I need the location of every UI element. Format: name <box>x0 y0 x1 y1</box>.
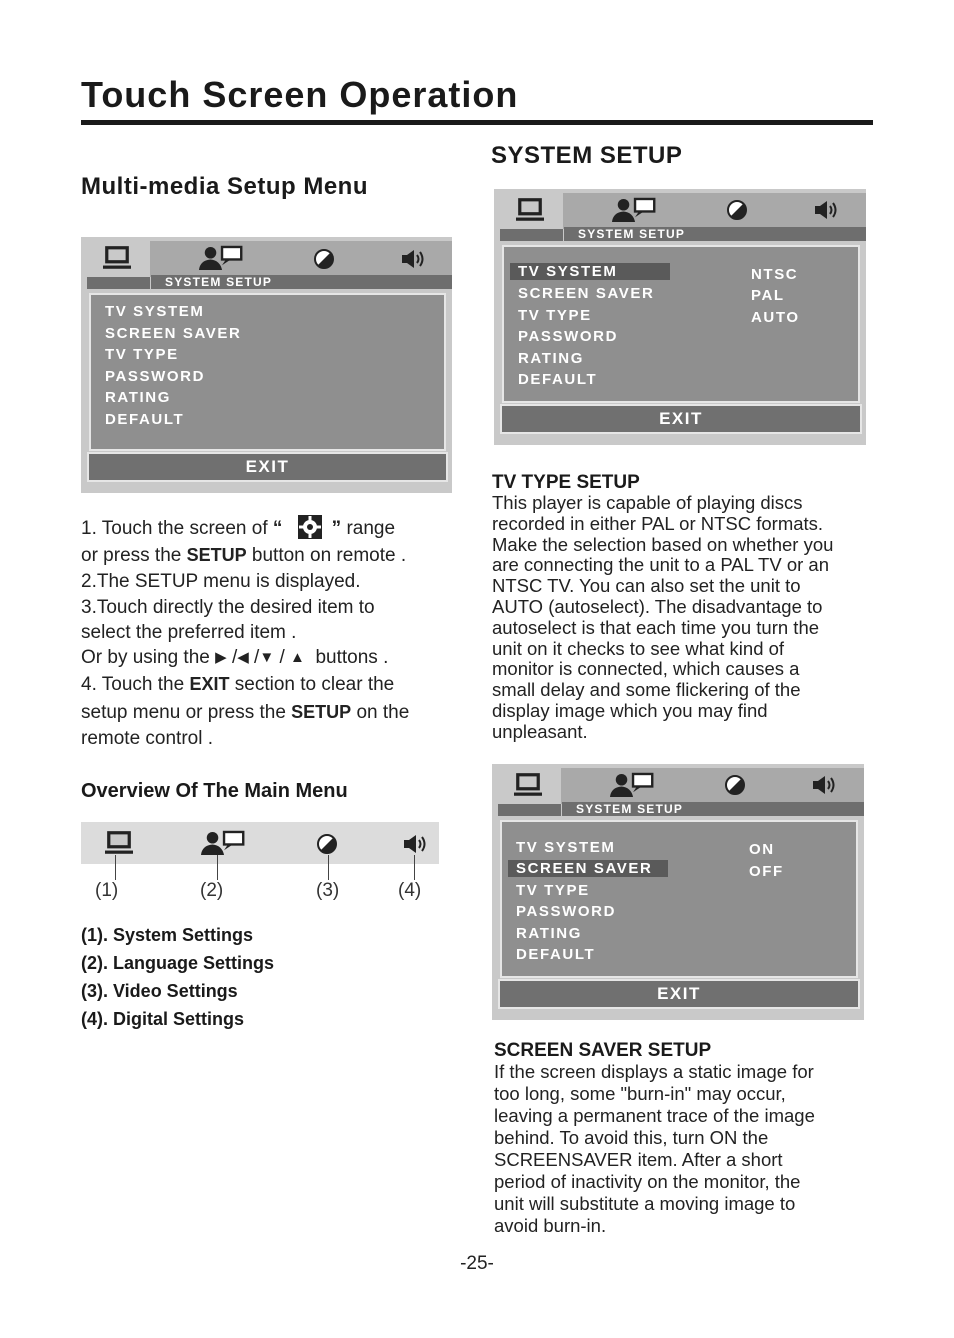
monitor-icon[interactable] <box>514 772 542 798</box>
callout-line-3 <box>328 855 329 880</box>
digital-settings-icon <box>403 833 429 855</box>
menu-item-rating[interactable]: RATING <box>518 350 584 367</box>
callout-1: (1) <box>95 880 119 901</box>
menu-left-strip <box>500 229 563 241</box>
video-settings-icon <box>316 833 338 855</box>
page-number: -25- <box>460 1253 494 1274</box>
overview-heading: Overview Of The Main Menu <box>81 780 348 802</box>
menu-item-tv-system-selected[interactable]: TV SYSTEM <box>510 263 670 280</box>
menu-item-default[interactable]: DEFAULT <box>105 411 185 428</box>
left-arrow-icon: ◀ <box>237 649 249 666</box>
menu-panel <box>500 820 858 978</box>
legend-item: (4). Digital Settings <box>81 1009 245 1029</box>
speaker-icon[interactable] <box>814 199 840 221</box>
monitor-icon[interactable] <box>103 245 131 271</box>
menu-item-tv-type[interactable]: TV TYPE <box>105 346 179 363</box>
legend-item: (2). Language Settings <box>81 953 275 973</box>
menu-header-strip: SYSTEM SETUP <box>564 227 866 241</box>
menu-header-strip: SYSTEM SETUP <box>562 802 864 816</box>
monitor-icon[interactable] <box>516 197 544 223</box>
page-title: Touch Screen Operation <box>81 74 519 115</box>
option-auto[interactable]: AUTO <box>751 309 800 326</box>
menu-item-tv-system[interactable]: TV SYSTEM <box>516 839 616 856</box>
step-3-line-2: select the preferred item . <box>81 622 297 643</box>
menu-item-tv-system[interactable]: TV SYSTEM <box>105 303 205 320</box>
menu-item-rating[interactable]: RATING <box>516 925 582 942</box>
menu-left-strip <box>498 804 561 816</box>
screen-saver-setup-text: If the screen displays a static image for too long, some "burn-in" may occur, leaving a permanent trace of the image behind. To avoid this, turn ON the SCREENSAVER item. After a short period of inactivity on the monitor, the unit will substitute a moving image to avoid burn-in. <box>494 1061 815 1236</box>
menu-item-default[interactable]: DEFAULT <box>518 371 598 388</box>
system-settings-icon <box>105 830 133 856</box>
callout-3: (3) <box>316 880 340 901</box>
step-4-line-2: setup menu or press the SETUP on the <box>81 702 410 723</box>
option-ntsc[interactable]: NTSC <box>751 266 799 283</box>
menu-item-screen-saver[interactable]: SCREEN SAVER <box>105 325 242 342</box>
option-off[interactable]: OFF <box>749 863 784 880</box>
language-settings-icon <box>201 830 249 857</box>
menu-item-screen-saver-selected[interactable]: SCREEN SAVER <box>508 860 668 877</box>
option-on[interactable]: ON <box>749 841 775 858</box>
step-2: 2.The SETUP menu is displayed. <box>81 571 361 592</box>
system-setup-menu-screen-saver <box>492 764 864 1020</box>
callout-line-1 <box>115 855 116 880</box>
tv-type-setup-heading: TV TYPE SETUP <box>492 472 640 493</box>
up-arrow-icon: ▲ <box>290 649 305 666</box>
menu-panel <box>502 245 860 403</box>
screen-saver-setup-heading: SCREEN SAVER SETUP <box>494 1040 712 1061</box>
overview-icon-bar <box>81 822 439 864</box>
step-3-line-1: 3.Touch directly the desired item to <box>81 597 375 618</box>
legend-item: (3). Video Settings <box>81 981 238 1001</box>
callout-2: (2) <box>200 880 224 901</box>
step-3-line-3: Or by using the ▶ /◀ /▼ / ▲ buttons . <box>81 645 388 671</box>
system-setup-heading: SYSTEM SETUP <box>491 142 683 169</box>
tv-type-setup-text: This player is capable of playing discs recorded in either PAL or NTSC formats. Make the selection based on whether you are connecting the unit to a PAL TV or an NTSC TV. You can also set the unit to AUTO (autoselect). The disadvantage to autoselect is that each time you turn the unit on it checks to see what kind of monitor is connected, which causes a small delay and some flickering of the display image which you may find unpleasant. <box>492 492 834 742</box>
speaker-icon[interactable] <box>812 774 838 796</box>
option-pal[interactable]: PAL <box>751 287 785 304</box>
speaker-icon[interactable] <box>401 248 427 270</box>
callout-line-2 <box>217 855 218 880</box>
exit-button[interactable]: EXIT <box>498 979 860 1009</box>
setup-menu-left <box>81 237 452 493</box>
callout-4: (4) <box>398 880 422 901</box>
title-rule <box>81 120 873 125</box>
menu-item-password[interactable]: PASSWORD <box>518 328 619 345</box>
callout-line-4 <box>414 855 415 880</box>
down-arrow-icon: ▼ <box>259 649 275 666</box>
menu-item-rating[interactable]: RATING <box>105 389 171 406</box>
language-icon[interactable] <box>610 772 658 799</box>
language-icon[interactable] <box>612 197 660 224</box>
menu-header-strip: SYSTEM SETUP <box>151 275 452 289</box>
video-icon[interactable] <box>313 248 335 270</box>
menu-left-strip <box>87 277 150 289</box>
menu-item-tv-type[interactable]: TV TYPE <box>516 882 590 899</box>
multimedia-setup-heading: Multi-media Setup Menu <box>81 173 368 200</box>
menu-item-password[interactable]: PASSWORD <box>105 368 206 385</box>
setup-gear-icon <box>298 515 322 539</box>
legend-item: (1). System Settings <box>81 925 254 945</box>
exit-button[interactable]: EXIT <box>500 404 862 434</box>
menu-item-default[interactable]: DEFAULT <box>516 946 596 963</box>
step-1-line-2: or press the SETUP button on remote . <box>81 545 407 566</box>
step-4-line-3: remote control . <box>81 728 213 749</box>
exit-button[interactable]: EXIT <box>87 452 448 482</box>
settings-legend <box>81 921 274 1033</box>
system-setup-menu-tv-system <box>494 189 866 445</box>
step-1-line-1: 1. Touch the screen of “ ” range <box>81 515 395 542</box>
right-arrow-icon: ▶ <box>215 649 227 666</box>
menu-item-screen-saver[interactable]: SCREEN SAVER <box>518 285 655 302</box>
menu-panel <box>89 293 446 451</box>
language-icon[interactable] <box>199 245 247 272</box>
video-icon[interactable] <box>724 774 746 796</box>
video-icon[interactable] <box>726 199 748 221</box>
step-4-line-1: 4. Touch the EXIT section to clear the <box>81 674 395 695</box>
menu-item-tv-type[interactable]: TV TYPE <box>518 307 592 324</box>
menu-item-password[interactable]: PASSWORD <box>516 903 617 920</box>
